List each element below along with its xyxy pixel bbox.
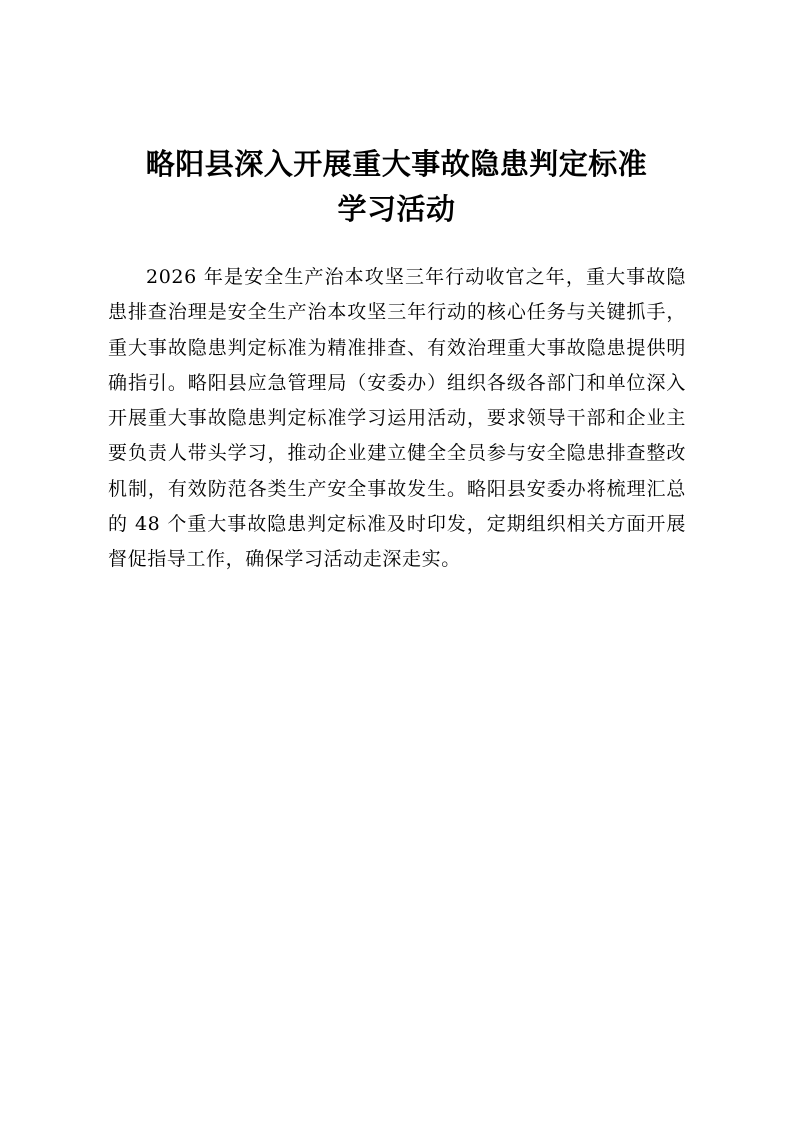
body-paragraph: 2026 年是安全生产治本攻坚三年行动收官之年，重大事故隐患排查治理是安全生产治本攻坚三年行动的核心任务与关键抓手，重大事故隐患判定标准为精准排查、有效治理重大事故隐患提供明确指引。略阳县应急管理局（安委办）组织各级各部门和单位深入开展重大事故隐患判定标准学习运用活动，要求领导干部和企业主要负责人带头学习，推动企业建立健全全员参与安全隐患排查整改机制，有效防范各类生产安全事故发生。略阳县安委办将梳理汇总的 48 个重大事故隐患判定标准及时印发，定期组织相关方面开展督促指导工作，确保学习活动走深走实。 — [108, 266, 686, 571]
document-title — [0, 142, 793, 232]
title-line-2: 学习活动 — [337, 192, 456, 226]
title-line-1: 略阳县深入开展重大事故隐患判定标准 — [145, 147, 648, 181]
